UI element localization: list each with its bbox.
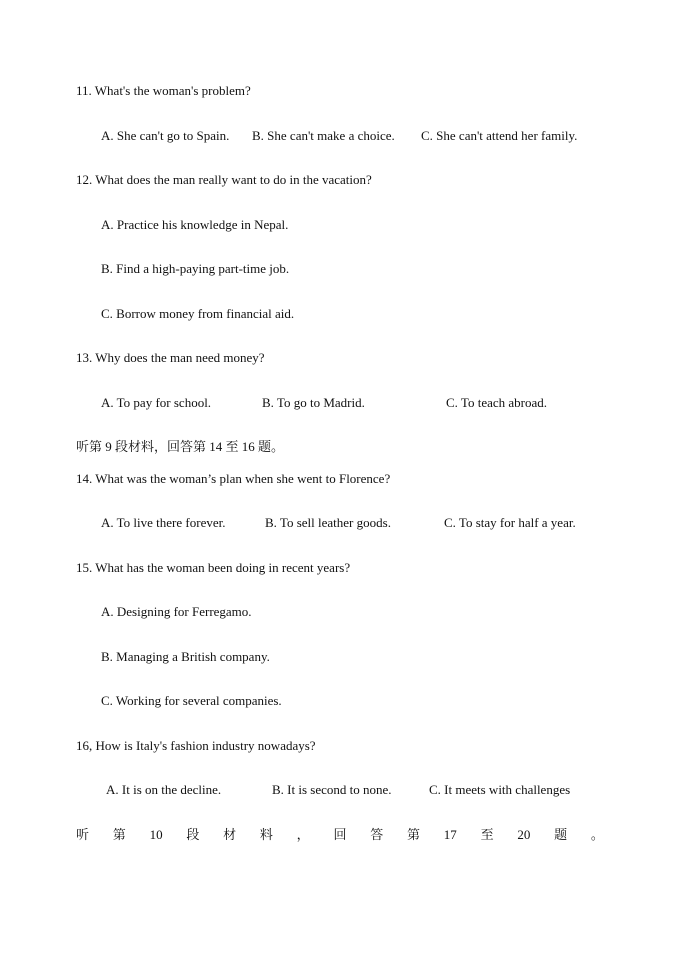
question-16-stem: 16, How is Italy's fashion industry nowadays? bbox=[76, 738, 316, 753]
question-14-option-b: B. To sell leather goods. bbox=[265, 515, 391, 530]
section-10-heading bbox=[76, 827, 604, 843]
question-12-option-c: C. Borrow money from financial aid. bbox=[101, 306, 295, 321]
question-15-option-b: B. Managing a British company. bbox=[101, 649, 270, 664]
section-10-char: 。 bbox=[590, 827, 604, 842]
section-10-char: 10 bbox=[149, 827, 163, 842]
question-13-option-b: B. To go to Madrid. bbox=[262, 395, 365, 410]
section-10-char: 题 bbox=[554, 827, 568, 842]
question-13-option-a: A. To pay for school. bbox=[101, 395, 212, 410]
section-10-char: 20 bbox=[517, 827, 531, 842]
question-15-stem: 15. What has the woman been doing in recent years? bbox=[76, 560, 351, 575]
section-10-char: 答 bbox=[370, 827, 384, 842]
question-14-stem: 14. What was the woman’s plan when she went to Florence? bbox=[76, 471, 391, 486]
section-10-char: ， bbox=[296, 827, 310, 842]
section-10-char: 材 bbox=[223, 827, 237, 842]
question-12-option-b: B. Find a high-paying part-time job. bbox=[101, 261, 290, 276]
question-11-stem: 11. What's the woman's problem? bbox=[76, 83, 251, 98]
section-10-char: 料 bbox=[259, 827, 273, 842]
section-9-heading: 听第 9 段材料，回答第 14 至 16 题。 bbox=[76, 439, 285, 454]
section-10-char: 段 bbox=[186, 827, 200, 842]
question-11-option-c: C. She can't attend her family. bbox=[421, 128, 578, 143]
question-16-option-b: B. It is second to none. bbox=[272, 782, 392, 797]
question-15-option-a: A. Designing for Ferregamo. bbox=[101, 604, 252, 619]
section-10-char: 听 bbox=[76, 827, 90, 842]
question-11-option-b: B. She can't make a choice. bbox=[252, 128, 395, 143]
section-10-char: 第 bbox=[407, 827, 421, 842]
question-12-option-a: A. Practice his knowledge in Nepal. bbox=[101, 217, 289, 232]
question-16-option-a: A. It is on the decline. bbox=[106, 782, 222, 797]
question-13-option-c: C. To teach abroad. bbox=[446, 395, 548, 410]
section-10-char: 回 bbox=[333, 827, 347, 842]
question-14-option-a: A. To live there forever. bbox=[101, 515, 226, 530]
question-16-option-c: C. It meets with challenges bbox=[429, 782, 571, 797]
question-14-option-c: C. To stay for half a year. bbox=[444, 515, 576, 530]
section-10-char: 第 bbox=[112, 827, 126, 842]
question-15-option-c: C. Working for several companies. bbox=[101, 693, 282, 708]
question-11-option-a: A. She can't go to Spain. bbox=[101, 128, 230, 143]
question-13-stem: 13. Why does the man need money? bbox=[76, 350, 265, 365]
question-12-stem: 12. What does the man really want to do in the vacation? bbox=[76, 172, 372, 187]
section-10-char: 17 bbox=[443, 827, 457, 842]
section-10-char: 至 bbox=[480, 827, 494, 842]
